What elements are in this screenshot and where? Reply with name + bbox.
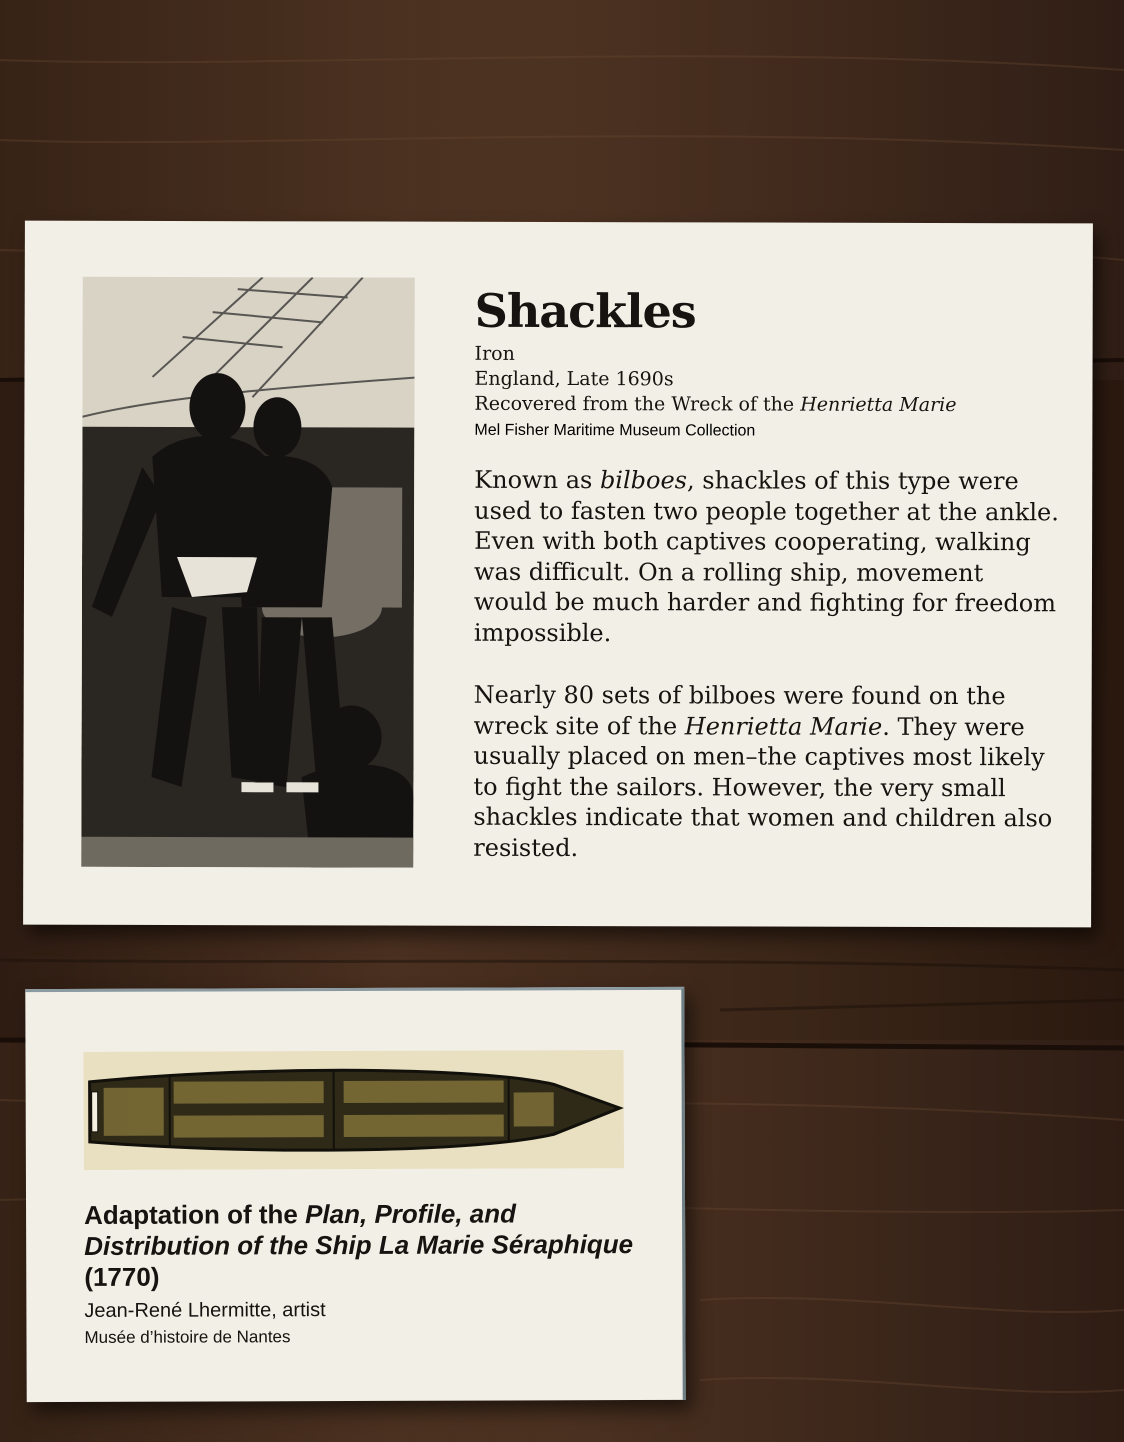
captives-engraving-image [81, 277, 415, 868]
engraving-illustration [81, 277, 415, 868]
ship-name: Henrietta Marie [800, 393, 957, 417]
ship-plan-label-card [25, 987, 685, 1402]
p2-pre: Nearly 80 sets of bilboes were found on the wreck site of the [473, 680, 1006, 740]
p1-post: , shackles of this type were used to fasten two people together at the ankle. Even with both captives cooperating, walking was difficult. On a rolling ship, movement would be much harder and fighting for freedom impossible. [473, 466, 1059, 647]
ship-plan-illustration [84, 1050, 624, 1170]
label-material: Iron [474, 342, 515, 365]
shackles-label-card [23, 221, 1093, 928]
label-title: Shackles [474, 283, 696, 339]
paragraph-wreck-site [473, 680, 1063, 865]
label-origin: England, Late 1690s [474, 367, 674, 391]
recovered-prefix: Recovered from the Wreck of the [474, 392, 801, 416]
p1-pre: Known as [474, 465, 601, 495]
caption-work-title: Plan, Profile, and Distribution of the Ship La Marie Séraphique [84, 1198, 634, 1261]
museum-credit: Musée d’histoire de Nantes [84, 1327, 291, 1347]
caption-year: (1770) [84, 1261, 160, 1292]
ship-plan-image [84, 1050, 624, 1170]
p1-term: bilboes [599, 466, 688, 495]
caption-pre: Adaptation of the [84, 1199, 306, 1230]
label-collection: Mel Fisher Maritime Museum Collection [474, 421, 756, 440]
label-recovered-from [474, 392, 956, 418]
p2-ship: Henrietta Marie [684, 711, 883, 741]
artist-credit: Jean-René Lhermitte, artist [84, 1299, 326, 1322]
ship-plan-caption [84, 1198, 644, 1293]
paragraph-bilboes [474, 465, 1064, 650]
p2-post: . They were usually placed on men–the captives most likely to fight the sailors. However, the very small shackles indicate that women and children also resisted. [473, 712, 1053, 862]
